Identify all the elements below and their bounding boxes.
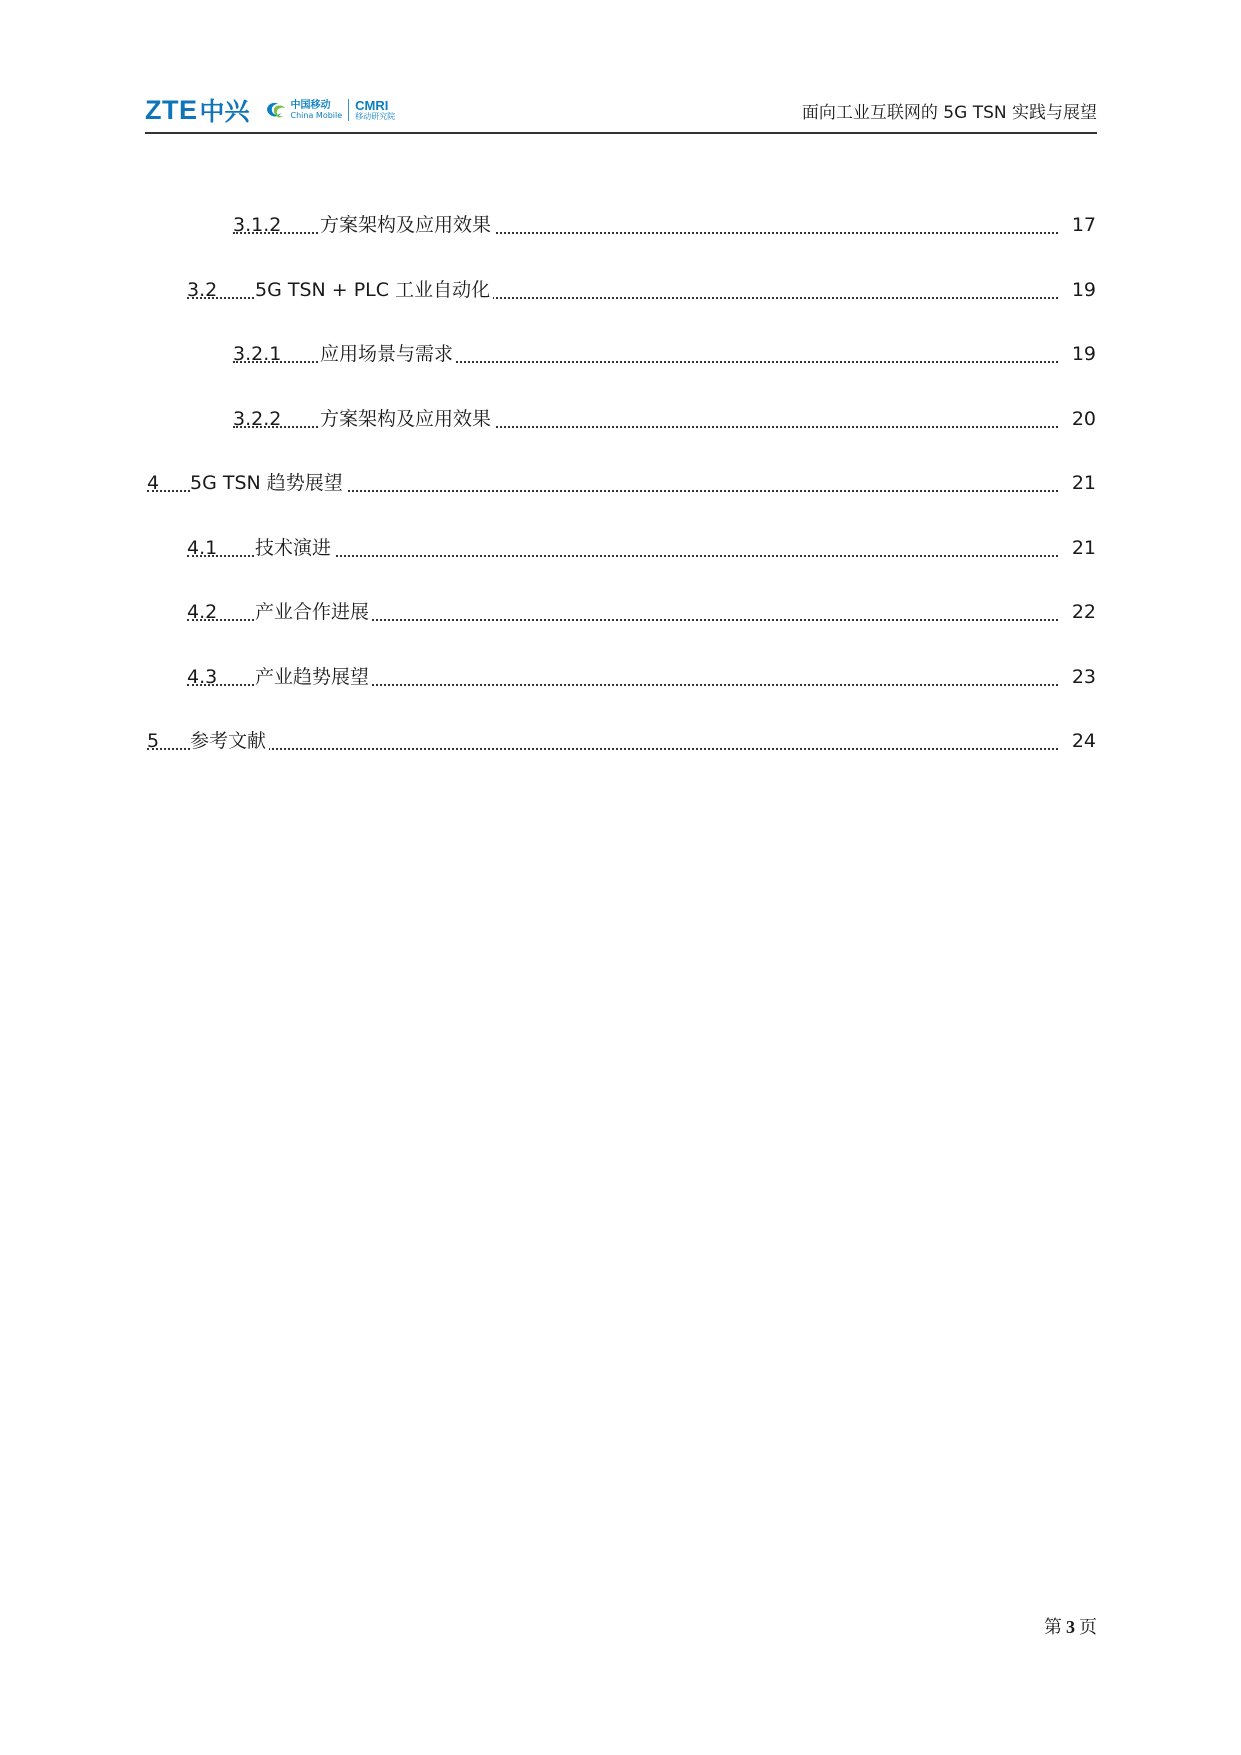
toc-entry-page: 17: [1062, 210, 1096, 240]
page-number: 3: [1066, 1617, 1075, 1637]
toc-entry-page: 24: [1062, 726, 1096, 756]
china-mobile-en: China Mobile: [290, 110, 343, 120]
toc-entry[interactable]: [187, 597, 1096, 627]
toc-entry-number: 4.1: [187, 536, 218, 559]
toc-entry[interactable]: [187, 533, 1096, 563]
page-header: [145, 86, 1097, 132]
toc-entry[interactable]: [147, 726, 1096, 756]
toc-entry-title: 5G TSN + PLC 工业自动化: [255, 275, 493, 305]
toc-entry-title: 应用场景与需求: [320, 339, 456, 369]
toc-entry-page: 19: [1062, 339, 1096, 369]
toc-entry-number: 5: [147, 730, 160, 752]
toc-entry-title: 方案架构及应用效果: [320, 210, 494, 240]
toc-entry[interactable]: [233, 404, 1096, 434]
cmri-logo: CMRI: [355, 98, 389, 113]
toc-entry-number: 3.2: [187, 278, 218, 301]
toc-entry-title: 方案架构及应用效果: [320, 404, 494, 434]
document-title: 面向工业互联网的 5G TSN 实践与展望: [801, 103, 1097, 123]
toc-entry-number: 4: [147, 472, 160, 494]
china-mobile-logo: [264, 99, 396, 121]
cmri-logo-cn: 移动研究院: [355, 112, 396, 121]
toc-entry-page: 20: [1062, 404, 1096, 434]
toc-entry-title: 技术演进: [255, 533, 334, 563]
toc-entry-page: 19: [1062, 275, 1096, 305]
toc-entry-page: 23: [1062, 662, 1096, 692]
toc-entry-title: 产业合作进展: [255, 597, 372, 627]
toc-entry[interactable]: [187, 275, 1096, 305]
header-logos: [145, 94, 395, 126]
toc-entry-page: 21: [1062, 468, 1096, 498]
toc-entry-number: 4.3: [187, 665, 218, 688]
toc-entry-page: 21: [1062, 533, 1096, 563]
header-divider: [145, 132, 1097, 134]
toc-entry-number: 4.2: [187, 601, 218, 623]
page-footer: [1044, 1613, 1097, 1639]
toc-entry[interactable]: [233, 339, 1096, 369]
toc-entry[interactable]: [233, 210, 1096, 240]
zte-logo-cn: 中兴: [199, 97, 250, 126]
toc-entry-title: 产业趋势展望: [255, 662, 372, 692]
footer-suffix: 页: [1079, 1617, 1097, 1638]
toc-entry-title: 参考文献: [190, 726, 269, 756]
china-mobile-icon: [264, 99, 288, 121]
toc-leader-dots: [147, 748, 1058, 750]
china-mobile-cn: 中国移动: [290, 99, 331, 111]
toc-entry[interactable]: [147, 468, 1096, 498]
toc-entry-title: 5G TSN 趋势展望: [190, 468, 346, 498]
logo-divider: [348, 99, 349, 121]
footer-prefix: 第: [1044, 1617, 1062, 1638]
toc-entry-number: 3.2.1: [233, 343, 282, 365]
zte-logo: ZTE: [145, 94, 198, 125]
toc-entry-number: 3.1.2: [233, 214, 282, 236]
toc-entry[interactable]: [187, 662, 1096, 692]
toc-entry-number: 3.2.2: [233, 407, 282, 430]
toc-entry-page: 22: [1062, 597, 1096, 627]
